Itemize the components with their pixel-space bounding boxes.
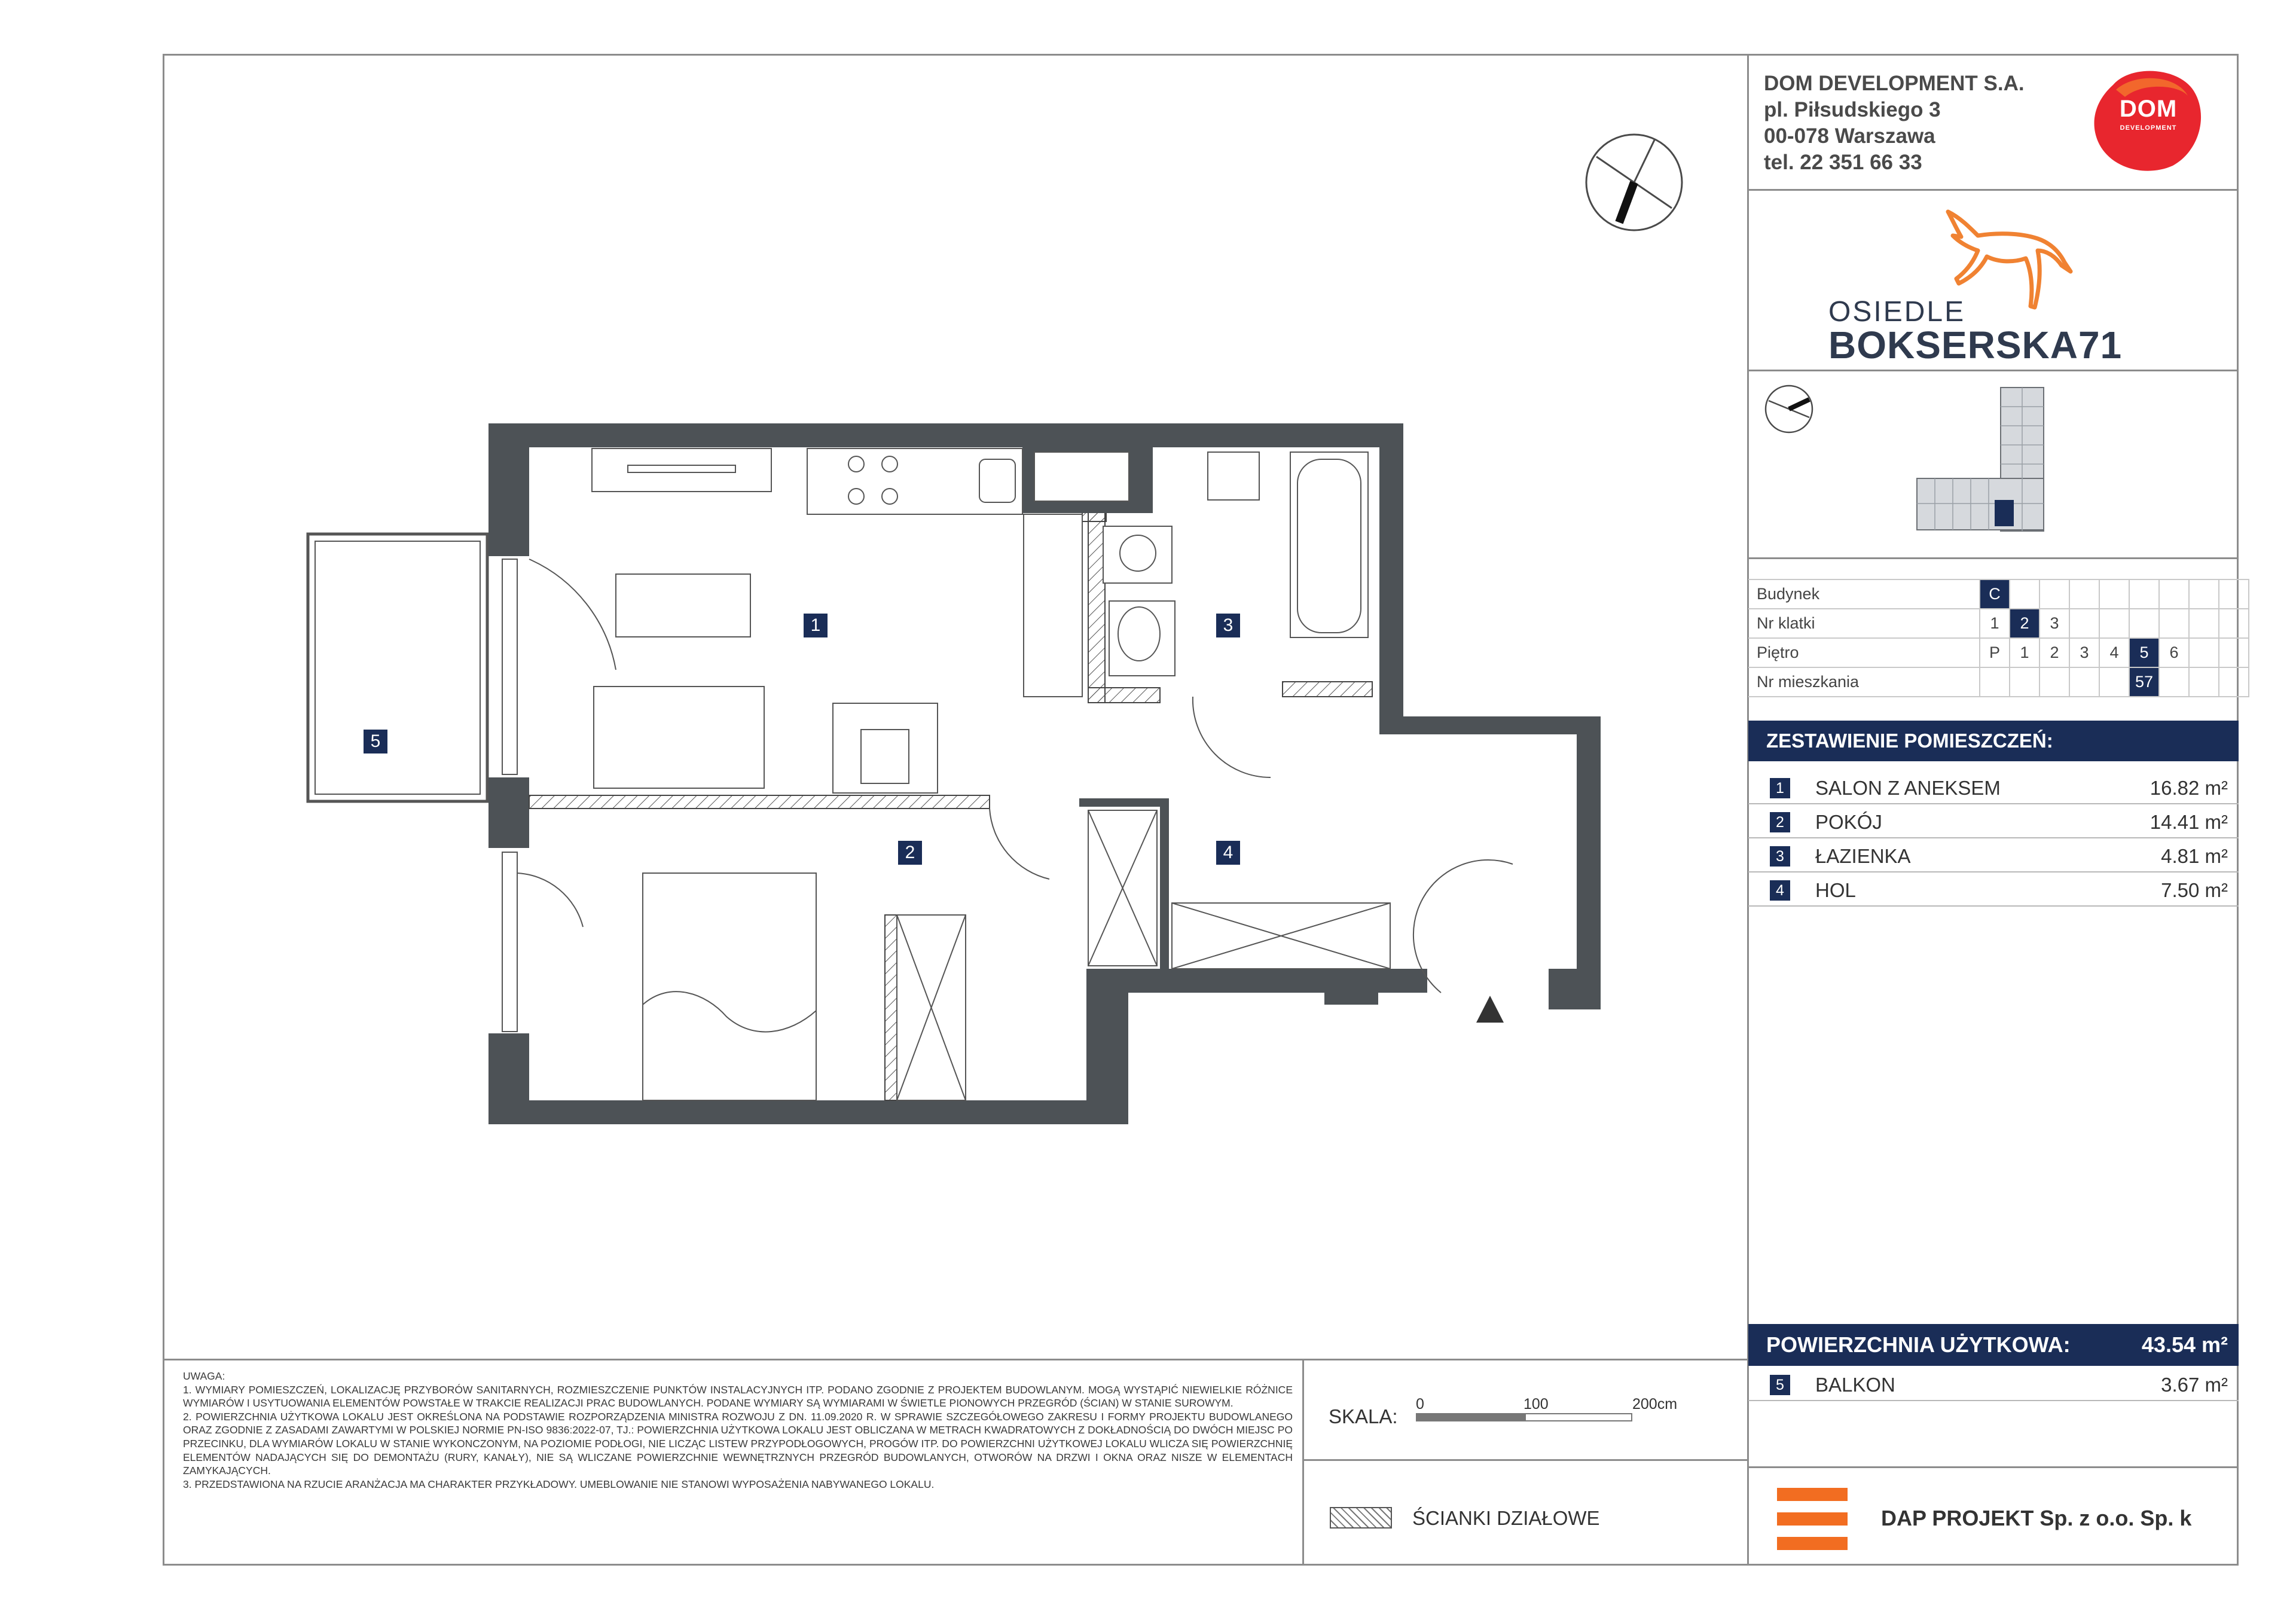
company-name: DOM DEVELOPMENT S.A. — [1764, 72, 2025, 95]
building-table-cell — [2129, 609, 2159, 638]
balcony-name: BALKON — [1815, 1374, 1895, 1396]
building-table-cell — [1980, 667, 2010, 697]
building-table-cell: 5 — [2129, 638, 2159, 667]
room-area: 16.82 m² — [2150, 777, 2228, 799]
scale-tick-100: 100 — [1523, 1396, 1549, 1413]
plan-label-5: 5 — [364, 730, 387, 753]
logo-subtext: DEVELOPMENT — [2120, 124, 2177, 132]
room-number: 4 — [1770, 880, 1790, 901]
building-table-row — [1748, 667, 2249, 697]
building-info-table — [1748, 579, 2249, 697]
scale-bar — [1416, 1413, 1632, 1421]
rooms-summary-header: ZESTAWIENIE POMIESZCZEŃ: — [1748, 721, 2239, 761]
building-table-cell: 6 — [2159, 638, 2189, 667]
building-table-cell: 3 — [2039, 609, 2069, 638]
building-table-row — [1748, 638, 2249, 667]
plan-label-2: 2 — [898, 841, 922, 865]
notes-block — [183, 1369, 1293, 1491]
room-name: HOL — [1815, 879, 1856, 901]
building-table-cell: 4 — [2099, 638, 2129, 667]
building-key-plan — [1911, 383, 2076, 548]
company-phone: tel. 22 351 66 33 — [1764, 151, 1922, 174]
notes-title: UWAGA: — [183, 1370, 225, 1382]
scale-tick-200: 200cm — [1632, 1396, 1678, 1413]
building-table-cell — [2069, 609, 2099, 638]
bottom-strip-divider — [163, 1359, 1748, 1360]
building-table-cell — [2189, 609, 2219, 638]
building-table-cell: C — [1980, 579, 2010, 609]
room-number: 3 — [1770, 846, 1790, 867]
room-name: POKÓJ — [1815, 811, 1882, 833]
logo-text: DOM — [2119, 96, 2178, 122]
company-address-street: pl. Piłsudskiego 3 — [1764, 98, 1941, 121]
building-table-cell — [2099, 667, 2129, 697]
building-table-cell — [2159, 609, 2189, 638]
building-table-cell — [2129, 579, 2159, 609]
balcony-row — [1748, 1368, 2239, 1401]
scale-tick-0: 0 — [1416, 1396, 1424, 1413]
building-table-cell — [2219, 667, 2249, 697]
balcony-area: 3.67 m² — [2161, 1374, 2228, 1396]
project-name-line1: OSIEDLE — [1828, 296, 1966, 328]
building-table-cell: 3 — [2069, 638, 2099, 667]
partition-legend-swatch — [1330, 1507, 1392, 1529]
project-number: 71 — [2078, 324, 2123, 367]
building-table-cell: 1 — [1980, 609, 2010, 638]
plan-label-4: 4 — [1216, 841, 1240, 865]
building-table-cell — [2189, 579, 2219, 609]
building-table-cell — [2039, 579, 2069, 609]
building-table-cell: 2 — [2010, 609, 2039, 638]
building-table-cell — [2010, 579, 2039, 609]
balcony-number: 5 — [1770, 1375, 1790, 1395]
project-name-main: BOKSERSKA — [1828, 324, 2078, 367]
building-table-cell — [2010, 667, 2039, 697]
building-table-cell — [2099, 609, 2129, 638]
building-table-cell — [2039, 667, 2069, 697]
brand-divider — [1747, 370, 2239, 371]
keyplan-compass-icon — [1764, 384, 1814, 434]
building-table-cell — [2069, 579, 2099, 609]
company-address-city: 00-078 Warszawa — [1764, 124, 1935, 148]
plan-label-1: 1 — [804, 614, 828, 637]
building-table-cell — [2159, 667, 2189, 697]
building-table-cell — [2219, 579, 2249, 609]
building-table-label: Piętro — [1748, 638, 1980, 667]
building-table-cell: 2 — [2039, 638, 2069, 667]
building-table-cell: P — [1980, 638, 2010, 667]
building-table-cell: 1 — [2010, 638, 2039, 667]
room-row — [1748, 771, 2239, 804]
scale-label: SKALA: — [1329, 1405, 1398, 1427]
room-name: SALON Z ANEKSEM — [1815, 777, 2001, 799]
room-row — [1748, 874, 2239, 907]
note-item-3: 3. PRZEDSTAWIONA NA RZUCIE ARANŻACJA MA CHARAKTER PRZYKŁADOWY. UMEBLOWANIE NIE STANOWI WYPOSAŻENIA NABYWANEGO LOKALU. — [183, 1478, 935, 1490]
dom-development-logo — [2089, 67, 2208, 173]
building-table-cell — [2069, 667, 2099, 697]
room-row — [1748, 840, 2239, 872]
building-table-cell — [2219, 609, 2249, 638]
room-number: 2 — [1770, 812, 1790, 832]
room-area: 7.50 m² — [2161, 879, 2228, 901]
usable-area-label: POWIERZCHNIA UŻYTKOWA: — [1766, 1332, 2071, 1357]
scale-legend-divider — [1302, 1459, 1748, 1461]
project-name-line2 — [1828, 323, 2122, 367]
designer-name: DAP PROJEKT Sp. z o.o. Sp. k — [1881, 1506, 2192, 1530]
company-info — [1764, 71, 2025, 176]
room-area: 14.41 m² — [2150, 811, 2228, 833]
note-item-1: 1. WYMIARY POMIESZCZEŃ, LOKALIZACJĘ PRZYBORÓW SANITARNYCH, ROZMIESZCZENIE PUNKTÓW INSTALACYJNYCH ITP. PODANO ZGODNIE Z PROJEKTEM BUDOWLANYM. MOGĄ WYSTĄPIĆ NIEWIELKIE RÓŻNICE WYMIARÓW I USYTUOWANIA ELEMENTÓW POWSTAŁE W TRAKCIE REALIZACJI PRAC BUDOWLANYCH. PODANE WYMIARY SĄ WYMIARAMI W ŚWIETLE PIONOWYCH PRZEGRÓD (ŚCIAN) W STANIE SUROWYM. — [183, 1383, 1293, 1410]
building-table-cell — [2189, 667, 2219, 697]
room-area: 4.81 m² — [2161, 845, 2228, 867]
building-table-label: Nr klatki — [1748, 609, 1980, 638]
building-table-cell — [2099, 579, 2129, 609]
dap-logo-icon — [1777, 1488, 1848, 1550]
room-number: 1 — [1770, 778, 1790, 798]
partition-legend-label: ŚCIANKI DZIAŁOWE — [1412, 1507, 1600, 1529]
room-name: ŁAZIENKA — [1815, 845, 1911, 867]
keyplan-divider — [1747, 557, 2239, 559]
plan-label-3: 3 — [1216, 614, 1240, 637]
usable-area-value: 43.54 m² — [2141, 1332, 2228, 1357]
designer-divider — [1747, 1466, 2239, 1468]
building-table-label: Budynek — [1748, 579, 1980, 609]
usable-area-header — [1748, 1324, 2239, 1366]
company-divider — [1747, 189, 2239, 191]
building-table-row — [1748, 579, 2249, 609]
building-table-cell — [2189, 638, 2219, 667]
building-table-cell — [2159, 579, 2189, 609]
building-table-cell — [2219, 638, 2249, 667]
room-row — [1748, 806, 2239, 838]
building-table-label: Nr mieszkania — [1748, 667, 1980, 697]
notes-divider — [1302, 1359, 1304, 1566]
building-table-cell: 57 — [2129, 667, 2159, 697]
building-table-row — [1748, 609, 2249, 638]
note-item-2: 2. POWIERZCHNIA UŻYTKOWA LOKALU JEST OKREŚLONA NA PODSTAWIE ROZPORZĄDZENIA MINISTRA ROZWOJU Z DN. 11.09.2020 R. W SPRAWIE SZCZEGÓŁOWEGO ZAKRESU I FORMY PROJEKTU BUDOWLANEGO ORAZ ZGODNIE Z ZASADAMI ZAWARTYMI W POLSKIEJ NORMIE PN-ISO 9836:2022-07, TJ.: POWIERZCHNIA UŻYTKOWA LOKALU JEST OBLICZANA W METRACH KWADRATOWYCH Z DOKŁADNOŚCIĄ DO DWÓCH MIEJSC PO PRZECINKU, DLA WYMIARÓW LOKALU W STANIE WYKONCZONYM, NA POZIOMIE PODŁOGI, NIE LICZĄC LISTEW PRZYPODŁOGOWYCH, PROGÓW ITP. DO POWIERZCHNI UŻYTKOWEJ LOKALU WLICZA SIĘ POWIERZCHNIĘ ELEMENTÓW NADAJĄCYCH SIĘ DO DEMONTAŻU (RURY, KANAŁY), NIE SĄ WLICZANE POWIERZCHNIE WEWNĘTRZNYCH PRZEGRÓD BUDOWLANYCH, OTWORÓW NA DRZWI I OKNA ORAZ NISZE W ELEMENTACH ZAMYKAJĄCYCH. — [183, 1410, 1293, 1477]
